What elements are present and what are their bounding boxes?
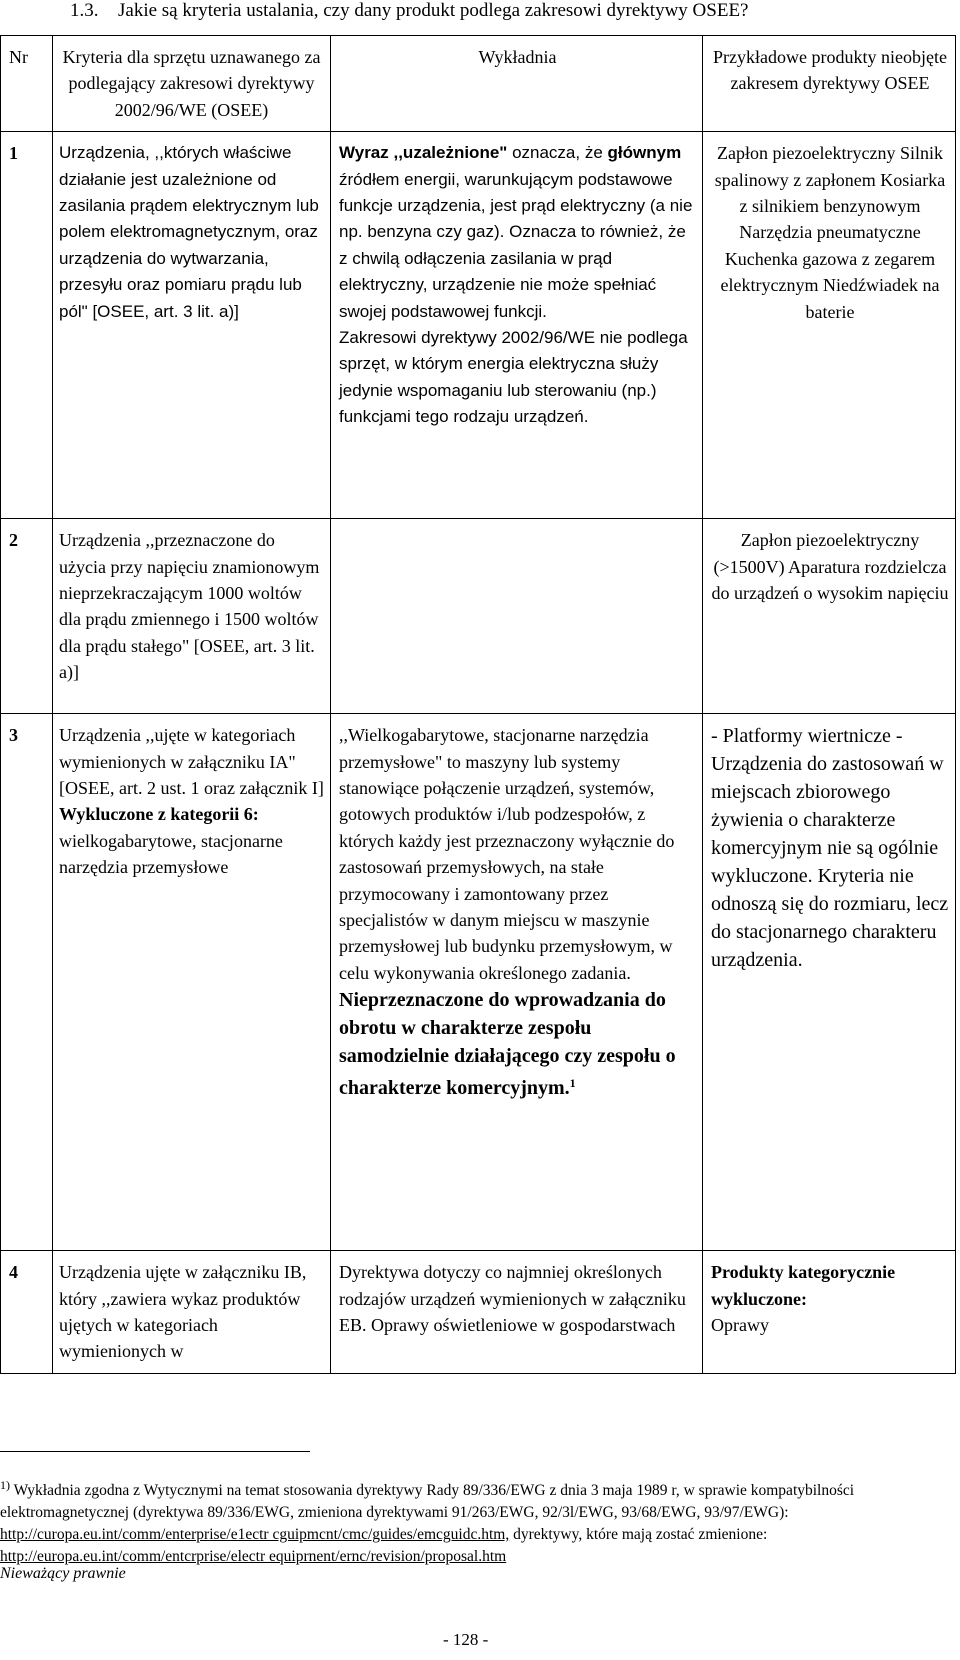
row-number: 4: [1, 1251, 53, 1374]
page-number: - 128 -: [443, 1630, 489, 1649]
criteria-table: [0, 35, 956, 1374]
table-row: [1, 519, 956, 714]
row-number: 1: [1, 132, 53, 519]
criteria-cell: Urządzenia ujęte w załączniku IB, który ,,zawiera wykaz produktów ujętych w kategoriach wymienionych w: [53, 1251, 331, 1374]
section-heading: [70, 0, 749, 22]
row-number: 3: [1, 714, 53, 1251]
interpretation-cell: Dyrektywa dotyczy co najmniej określonych rodzajów urządzeń wymienionych w załączniku EB. Oprawy oświetleniowe w gospodarstwach: [331, 1251, 703, 1374]
interpretation-cell: Wyraz ,,uzależnione" oznacza, że głównym źródłem energii, warunkującym podstawowe funkcje urządzenia, jest prąd elektryczny (a nie np. benzyna czy gaz). Oznacza to również, że z chwilą odłączenia zasilania w prąd elektryczny, urządzenie nie może spełniać swojej podstawowej funkcji. Zakresowi dyrektywy 2002/96/WE nie podlega sprzęt, w którym energia elektryczna służy jedynie wspomaganiu lub sterowaniu (np.) funkcjami tego rodzaju urządzeń.: [331, 132, 703, 519]
header-examples: Przykładowe produkty nieobjęte zakresem dyrektywy OSEE: [703, 36, 956, 132]
criteria-cell: Urządzenia ,,ujęte w kategoriach wymienionych w załączniku IA" [OSEE, art. 2 ust. 1 oraz załącznik I] Wykluczone z kategorii 6: wielkogabarytowe, stacjonarne narzędzia przemysłowe: [53, 714, 331, 1251]
examples-cell: - Platformy wiertnicze - Urządzenia do zastosowań w miejscach zbiorowego żywienia o charakterze komercyjnym nie są ogólnie wykluczone. Kryteria nie odnoszą się do rozmiaru, lecz do stacjonarnego charakteru urządzenia.: [703, 714, 956, 1251]
table-row: [1, 132, 956, 519]
examples-cell: Zapłon piezoelektryczny Silnik spalinowy z zapłonem Kosiarka z silnikiem benzynowym Narzędzia pneumatyczne Kuchenka gazowa z zegarem elektrycznym Niedźwiadek na baterie: [703, 132, 956, 519]
section-number: 1.3.: [70, 0, 99, 21]
examples-cell: Produkty kategorycznie wykluczone: Oprawy: [703, 1251, 956, 1374]
section-title: Jakie są kryteria ustalania, czy dany produkt podlega zakresowi dyrektywy OSEE?: [118, 0, 749, 21]
table-header-row: [1, 36, 956, 132]
criteria-cell: Urządzenia ,,przeznaczone do użycia przy napięciu znamionowym nieprzekraczającym 1000 woltów dla prądu zmiennego i 1500 woltów dla prądu stałego" [OSEE, art. 3 lit. a)]: [53, 519, 331, 714]
footnote-marker: 1): [0, 1478, 10, 1492]
header-criteria: Kryteria dla sprzętu uznawanego za podlegający zakresowi dyrektywy 2002/96/WE (OSEE): [53, 36, 331, 132]
footnote-link-guides[interactable]: http://curopa.eu.int/comm/enterprise/e1ectr cguipmcnt/cmc/guides/emcguidc.htm,: [0, 1526, 510, 1544]
footnote-link-proposal[interactable]: http://europa.eu.int/comm/entcrprise/electr equiprnent/ernc/revision/proposal.htm: [0, 1548, 507, 1566]
table-row: [1, 1251, 956, 1374]
footnote: $^{1)}$ Wykładnia zgodna z Wytycznymi na temat stosowania dyrektywy Rady 89/336/EWG z dnia 3 maja 1989 r, w sprawie kompatybilności elektromagnetycznej (dyrektywa 89/336/EWG, zmieniona dyrektywami 91/263/EWG, 92/3l/EWG, 93/68/EWG, 93/97/EWG): http://curopa.eu.int/comm/enterprise/e1ectr cguipmcnt/cmc/guides/emcguidc.htm, dyrektywy, które mają zostać zmienione: http://europa.eu.int/comm/entcrprise/electr equiprnent/ernc/revision/proposal.htm: [0, 1478, 855, 1566]
table-row: [1, 714, 956, 1251]
footnote-separator: [0, 1451, 310, 1452]
criteria-cell: Urządzenia, ,,których właściwe działanie jest uzależnione od zasilania prądem elektrycznym lub polem elektromagnetycznym, oraz urządzenia do wytwarzania, przesyłu oraz pomiaru prądu lub pól" [OSEE, art. 3 lit. a)]: [53, 132, 331, 519]
interpretation-cell: [331, 519, 703, 714]
legal-disclaimer: Nieważący prawnie: [0, 1565, 126, 1582]
examples-cell: Zapłon piezoelektryczny (>1500V) Aparatura rozdzielcza do urządzeń o wysokim napięciu: [703, 519, 956, 714]
header-interpretation: Wykładnia: [331, 36, 703, 132]
row-number: 2: [1, 519, 53, 714]
header-nr: Nr: [1, 36, 53, 132]
interpretation-cell: ,,Wielkogabarytowe, stacjonarne narzędzia przemysłowe" to maszyny lub systemy stanowiące połączenie urządzeń, systemów, gotowych produktów i/lub podzespołów, z których każdy jest przeznaczony wyłącznie do zastosowań przemysłowych, na stałe przymocowany i zamontowany przez specjalistów w danym miejscu w maszynie przemysłowej lub budynku przemysłowym, w celu wykonywania określonego zadania. Nieprzeznaczone do wprowadzania do obrotu w charakterze zespołu samodzielnie działającego czy zespołu o charakterze komercyjnym.$^1$: [331, 714, 703, 1251]
